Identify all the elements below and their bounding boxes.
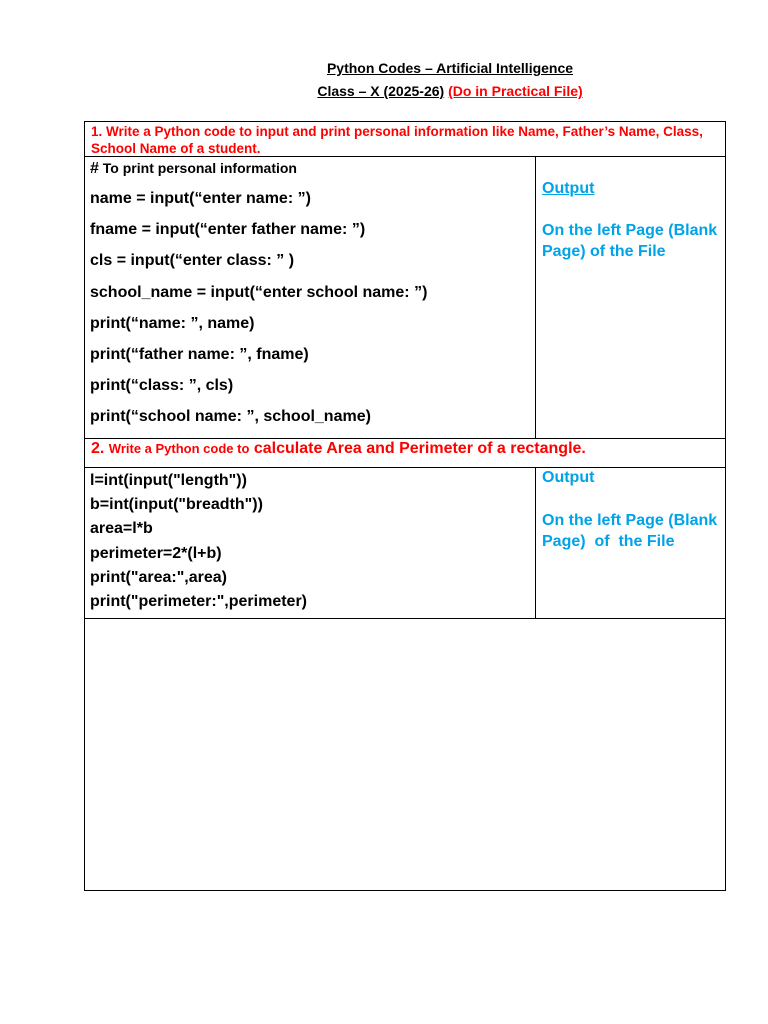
question-2-task: calculate Area and Perimeter of a rectangle. xyxy=(253,440,586,457)
question-2-intro: Write a Python code to xyxy=(108,441,250,456)
code-block-2 xyxy=(90,469,307,614)
code-line: print(“class: ”, cls) xyxy=(90,377,234,394)
question-2-number: 2. xyxy=(91,440,105,457)
output-label-2: Output xyxy=(542,469,595,486)
document-title xyxy=(132,60,768,76)
code-line: fname = input(“enter father name: ”) xyxy=(90,221,366,238)
row-divider-3 xyxy=(84,467,726,468)
comment-text: To print personal information xyxy=(102,160,297,176)
code-line: l=int(input("length")) xyxy=(90,472,247,489)
question-2-text xyxy=(91,440,586,458)
blank-answer-area xyxy=(85,619,725,890)
row-divider-2 xyxy=(84,438,726,439)
column-divider-2 xyxy=(535,467,536,618)
output-instruction-1: On the left Page (Blank Page) of the File xyxy=(542,222,718,260)
code-line: cls = input(“enter class: ” ) xyxy=(90,252,295,269)
code-line: print("perimeter:",perimeter) xyxy=(90,593,307,611)
output-instruction-2: On the left Page (Blank Page) of the File xyxy=(542,512,722,550)
code-line: print("area:",area) xyxy=(90,568,227,586)
code-line: school_name = input(“enter school name: ”) xyxy=(90,284,428,301)
column-divider-1 xyxy=(535,156,536,438)
class-line xyxy=(132,83,768,99)
output-label-1: Output xyxy=(542,180,595,197)
code-line: print(“father name: ”, fname) xyxy=(90,346,309,363)
question-1-text: 1. Write a Python code to input and print personal information like Name, Father’s Name, Class, School Name of a student. xyxy=(91,124,703,156)
code-comment xyxy=(90,160,297,178)
code-line: name = input(“enter name: ”) xyxy=(90,190,311,207)
code-line: b=int(input("breadth")) xyxy=(90,496,263,514)
code-line: area=l*b xyxy=(90,520,153,538)
code-line: perimeter=2*(l+b) xyxy=(90,544,222,562)
code-line: print(“school name: ”, school_name) xyxy=(90,408,371,425)
title-text: Python Codes – Artificial Intelligence xyxy=(326,60,574,76)
practical-file-note: (Do in Practical File) xyxy=(448,83,583,99)
code-line: print(“name: ”, name) xyxy=(90,315,255,332)
comment-hash: # xyxy=(90,160,99,177)
class-text: Class – X (2025-26) xyxy=(317,83,445,99)
